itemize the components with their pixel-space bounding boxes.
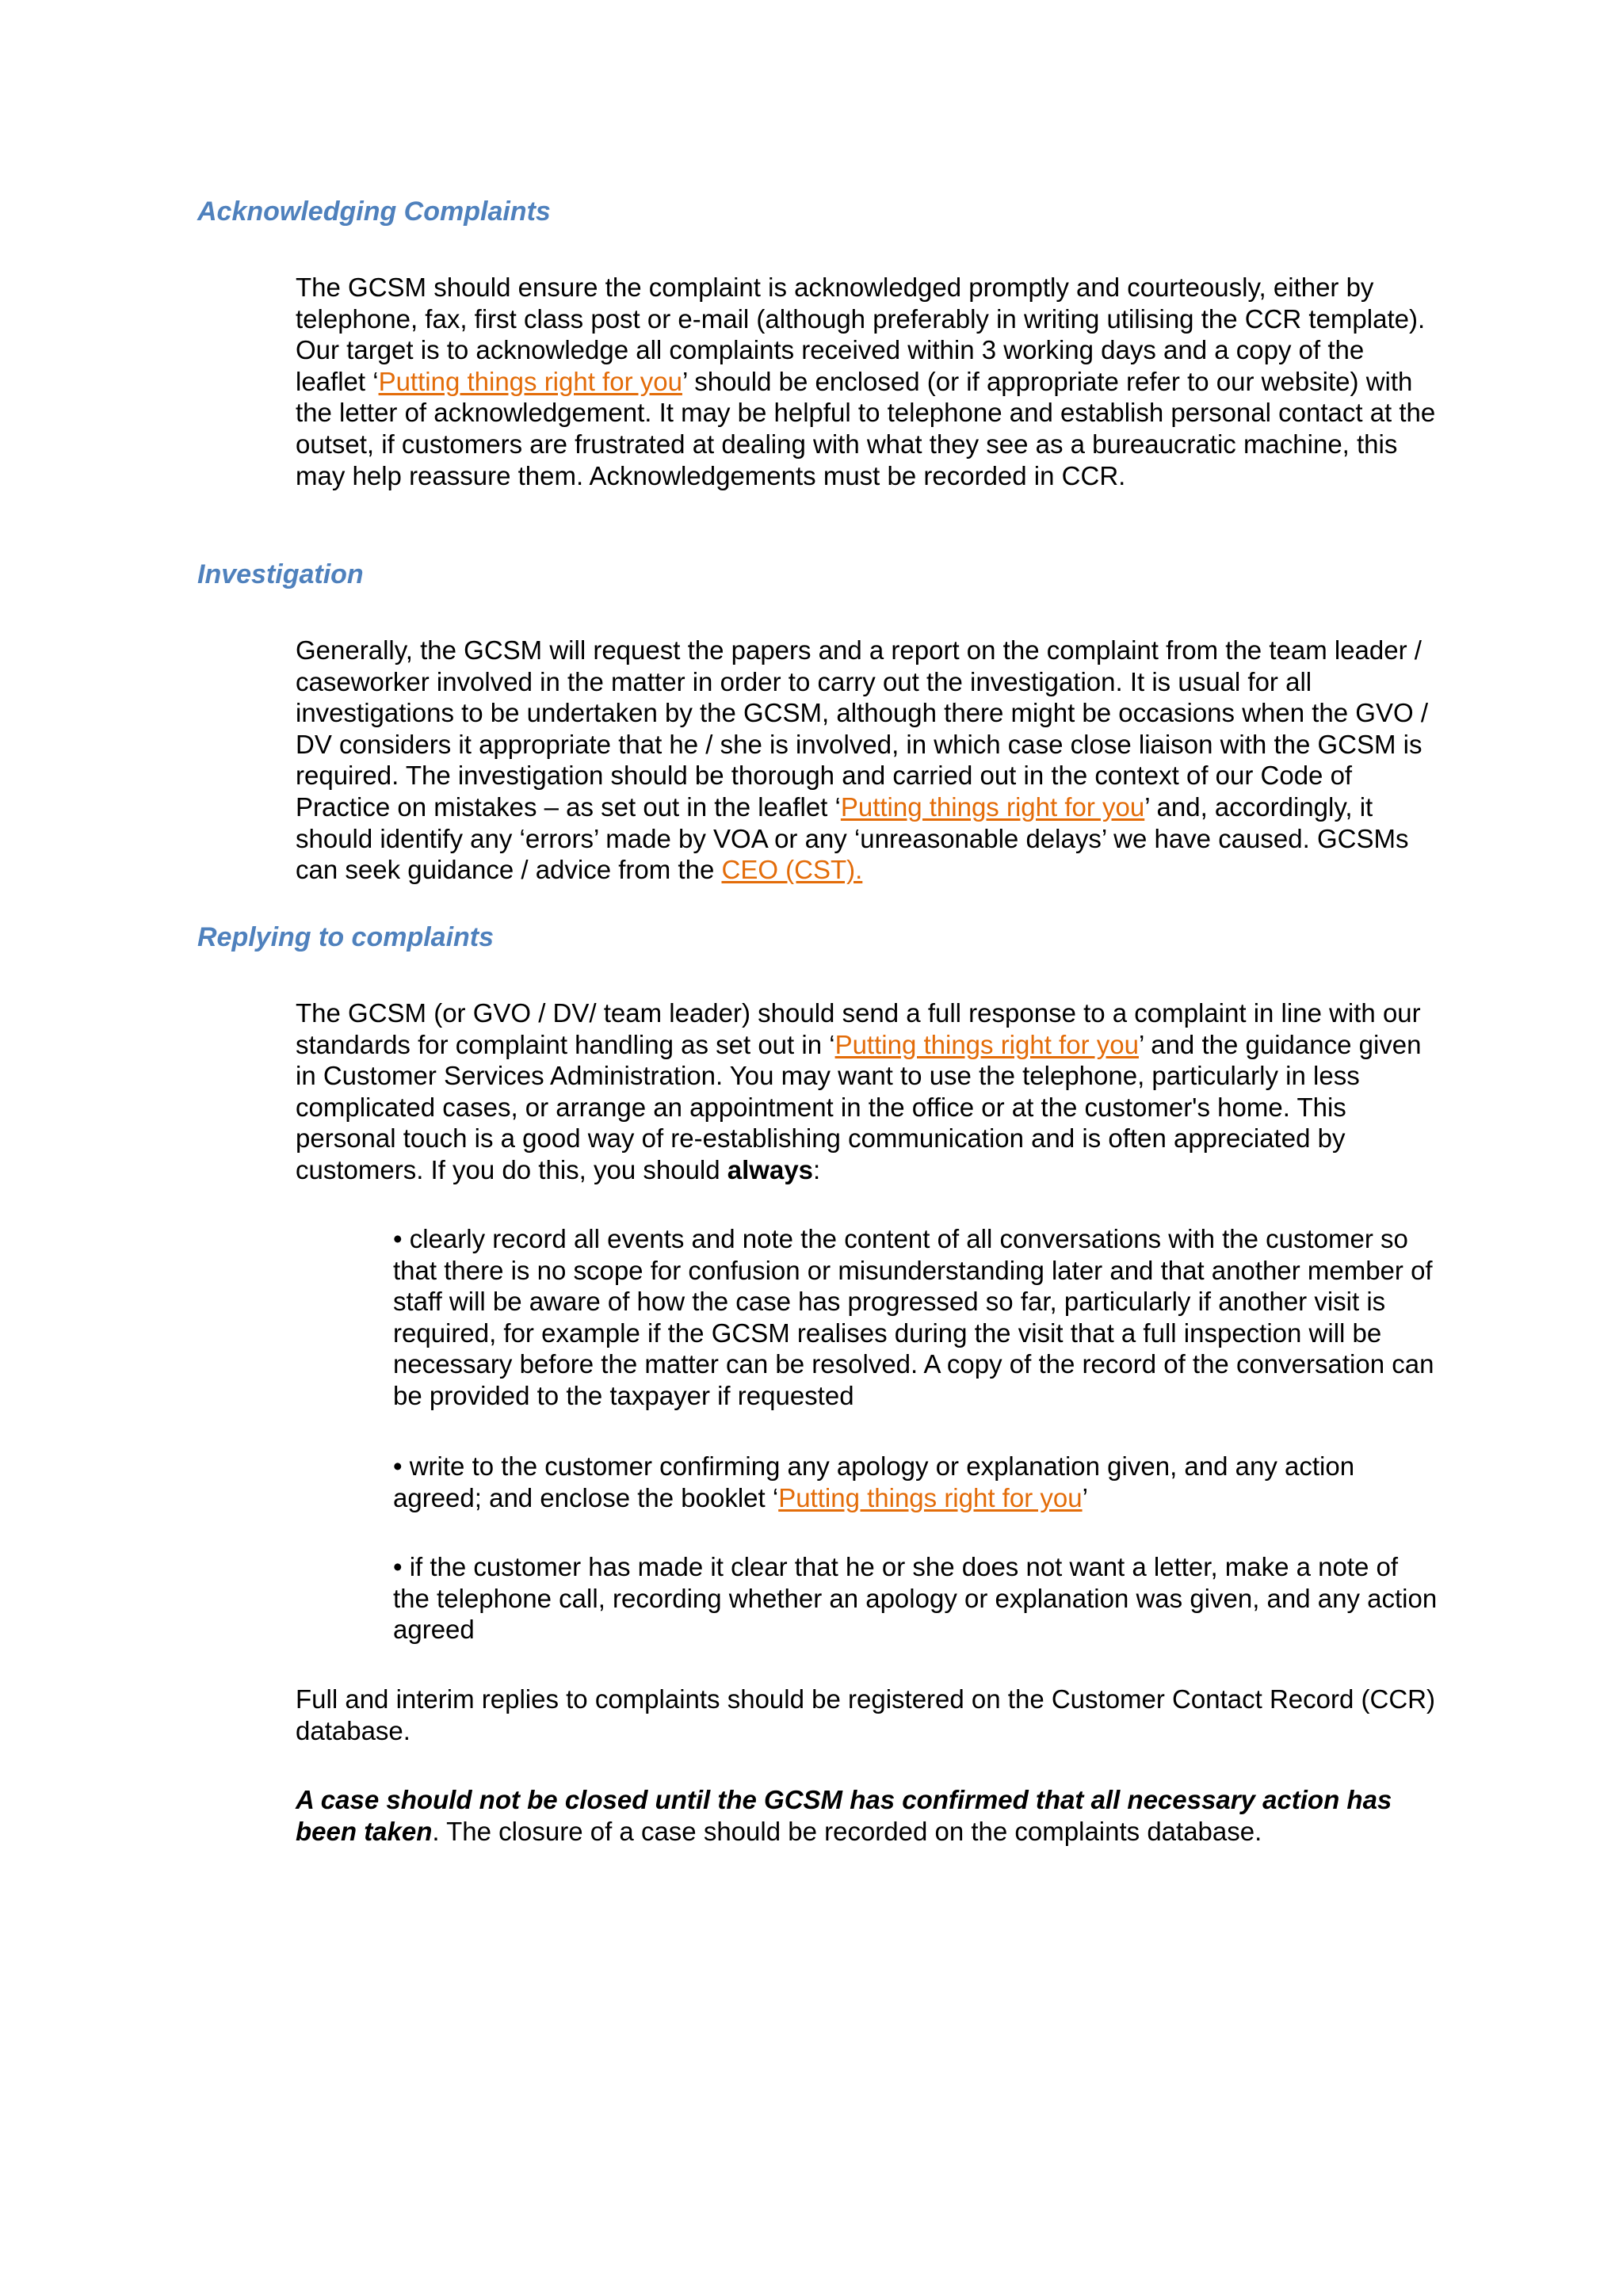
bullet-no-letter: • if the customer has made it clear that he or she does not want a letter, make a note of the telephone call, recording whether an apology or explanation was given, and any action agreed [393, 1552, 1438, 1645]
acknowledging-paragraph [296, 272, 1437, 491]
investigation-text-2: ’ and, accordingly, it should identify any ‘errors’ made by VOA or any ‘unreasonable delays’ we have caused. GCSMs can seek guidance / advice from the [296, 791, 1409, 885]
replying-paragraph [296, 997, 1437, 1186]
putting-things-right-link[interactable]: Putting things right for you [378, 366, 682, 396]
putting-things-right-link[interactable]: Putting things right for you [778, 1482, 1083, 1512]
bullet-write-text-1: • write to the customer confirming any apology or explanation given, and any action agreed; and enclose the booklet ‘ [393, 1451, 1355, 1512]
case-closure-text: . The closure of a case should be recorded on the complaints database. [432, 1816, 1262, 1846]
always-emphasis: always [727, 1154, 814, 1184]
bullet-record-events: • clearly record all events and note the content of all conversations with the customer so that there is no scope for confusion or misunderstanding later and that another member of staff will be aware of how the case has progressed so far, particularly if another visit is required, for example if the GCSM realises during the visit that a full inspection will be necessary before the matter can be resolved. A copy of the record of the conversation can be provided to the taxpayer if requested [393, 1224, 1434, 1410]
heading-acknowledging-complaints: Acknowledging Complaints [197, 196, 551, 227]
bullet-write-text-2: ’ [1082, 1482, 1088, 1512]
case-closure-paragraph [296, 1784, 1437, 1847]
acknowledging-text-2: ’ should be enclosed (or if appropriate refer to our website) with the letter of acknowledgement. It may be helpful to telephone and establish personal contact at the outset, if customers are frustrated at dealing with what they see as a bureaucratic machine, this may help reassure them. Acknowledgements must be recorded in CCR. [296, 366, 1436, 490]
bullet-write-to-customer [393, 1451, 1439, 1513]
case-closure-emphasis: A case should not be closed until the GCSM has confirmed that all necessary action has been taken [296, 1785, 1392, 1846]
ceo-cst-link[interactable]: CEO (CST). [721, 855, 863, 885]
putting-things-right-link[interactable]: Putting things right for you [834, 1029, 1139, 1059]
replying-text-2: ’ and the guidance given in Customer Services Administration. You may want to use the telephone, particularly in less complicated cases, or arrange an appointment in the office or at the customer's home. This personal touch is a good way of re-establishing communication and is often appreciated by customers. If you do this, you should [296, 1029, 1422, 1184]
replying-text-3: : [813, 1154, 821, 1184]
investigation-paragraph [296, 635, 1437, 886]
acknowledging-text-1: The GCSM should ensure the complaint is acknowledged promptly and courteously, either by telephone, fax, first class post or e-mail (although preferably in writing utilising the CCR template). Our target is to acknowledge all complaints received within 3 working days and a copy of the leaflet ‘ [296, 273, 1426, 396]
putting-things-right-link[interactable]: Putting things right for you [840, 791, 1145, 822]
heading-investigation: Investigation [197, 559, 364, 589]
ccr-registration-paragraph: Full and interim replies to complaints should be registered on the Customer Contact Record (CCR) database. [296, 1684, 1435, 1745]
heading-replying-to-complaints: Replying to complaints [197, 922, 495, 952]
investigation-text-1: Generally, the GCSM will request the papers and a report on the complaint from the team leader / caseworker involved in the matter in order to carry out the investigation. It is usual for all investigations to be undertaken by the GCSM, although there might be occasions when the GVO / DV considers it appropriate that he / she is involved, in which case close liaison with the GCSM is required. The investigation should be thorough and carried out in the context of our Code of Practice on mistakes – as set out in the leaflet ‘ [296, 635, 1428, 822]
replying-text-1: The GCSM (or GVO / DV/ team leader) should send a full response to a complaint in line with our standards for complaint handling as set out in ‘ [296, 998, 1421, 1059]
